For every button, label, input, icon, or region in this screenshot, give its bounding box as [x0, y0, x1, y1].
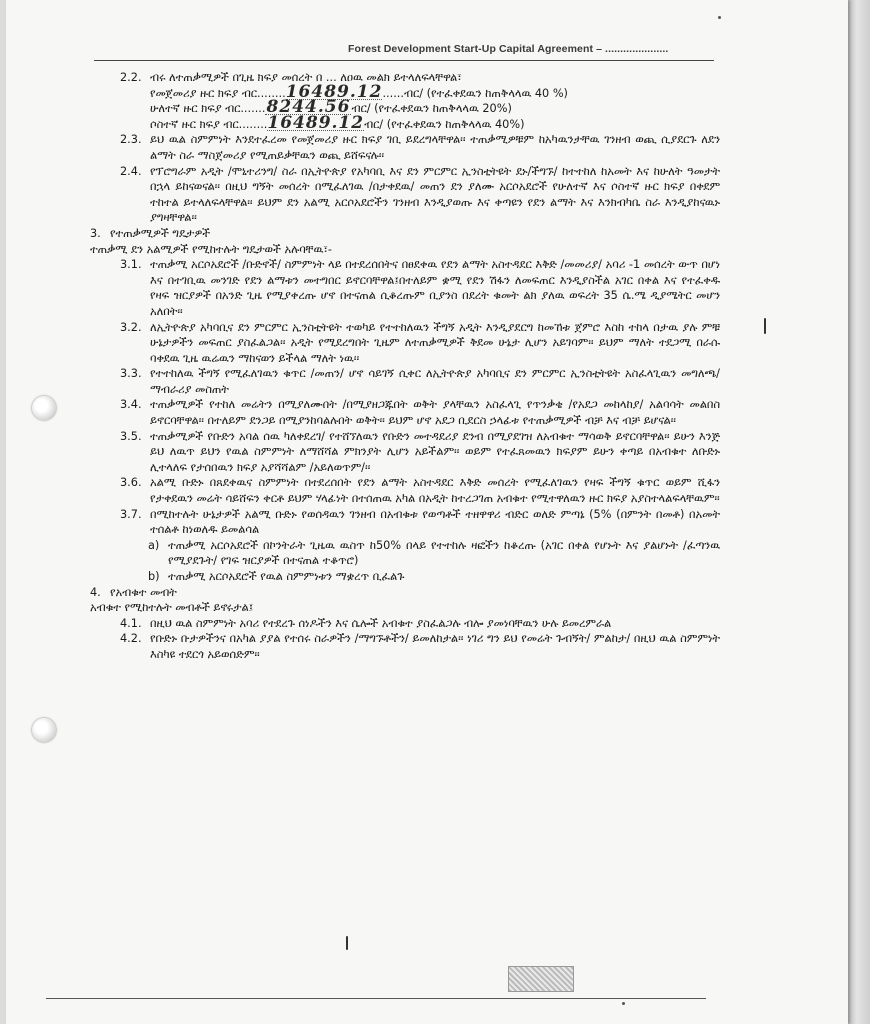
handwritten-amount: 16489.12 — [267, 112, 365, 133]
clause-number: 3.6. — [120, 476, 142, 490]
clause-2-3 — [90, 132, 720, 163]
speck — [622, 1002, 625, 1005]
installment-label: ሁለተኛ ዙር ክፍያ ብር....... — [150, 102, 266, 116]
clause-text: ይህ ዉል ስምምነት እንደተፈረመ የመጀመሪያ ዙር ክፍያ ገቢ ይደረግላቸዋል፡፡ ተጠቃሚዎቹም ከአካዉንታቸዉ ገንዘብ ወጪ ሲያደርጉ ለደን ልማት ስራ ማስጀመሪያ የሚጠይቃቸዉን ወጪ ይሸፍናሉ፡፡ — [150, 133, 720, 162]
clause-text: ተጠቃሚዎች የተከለ መሬትን በሚያለሙበት /በሚያዘጋጁበት ወቅት ያላቸዉን አስፈላጊ የጥንቃቄ /የአደጋ መከላከያ/ አልባሳት መልበስ ይኖርባቸዋል፡፡ በተለይም ደንጋይ በሚያንከባልሉበት ወቅት፡፡ ይህም ሆኖ አደጋ ቢደርስ ኃላፊቱ የተጠቃሚዎች ብቻ እና ብቻ ይሆናል፡፡ — [150, 398, 720, 428]
clause-number: 4.2. — [120, 632, 142, 646]
clause-number: 3.5. — [120, 429, 142, 443]
header-rule — [94, 60, 714, 61]
clause-number: 3.4. — [120, 398, 142, 412]
clause-text: በሚከተሉት ሁኔታዎች አልሚ ቡድኑ የወሰዳዉን ገንዘብ በአብቁቱ የወጣቶች ተዘዋዋሪ ብድር ወለድ ምጣኔ (5% (በምንት በመቶ) በአመት ተሰልቶ ከነወለዱ ይመልሳል — [150, 507, 720, 537]
clause-text: የቡድኑ ቡታዎችንና በአካል ያያል የተሰሩ ስራዎችን /ማግኙቶችን/ ይመለከታል፡፡ ነገሪ ግን ይህ የመሬት ጉብኝት/ ምልከታ/ በዚህ ዉል ስምምነት እስካዩ ተደርጎ አይወሰድም፡፡ — [150, 632, 720, 661]
clause-2-4 — [90, 164, 720, 226]
clause-number: 4.1. — [120, 616, 142, 630]
clause-text: አልሚ ቡድኑ በጸደቀዉና ስምምነት በተደረሰበት የደን ልማት አስተዳደር እቅድ መሰረት የሚፈለገዉን የዛፍ ችግኝ ቁጥር ወይም ሺፋን የታቀደዉን መሬት ሳይሸፍን ቀርቶ ይህም ሃላፊነት በተሰጠዉ አካል በአዲት ከተረጋገጠ አብቁተ የሚተዋለዉን ዙር ክፍያ አያስተላልፍላቸዉም፡፡ — [150, 476, 720, 506]
document-body — [90, 70, 720, 663]
clause-3-7 — [90, 507, 720, 538]
clause-2-2 — [90, 70, 720, 86]
section-4-intro: አብቁተ የሚከተሉት መብቶች ይኖሩታል፤ — [90, 601, 254, 615]
installment-third — [90, 112, 720, 133]
subclause-a — [90, 538, 720, 569]
clause-text: የፕሮግራም አዲት /ሞኒተሪንግ/ ስራ በኢትዮጵያ የአካባቢ እና ደን ምርምር ኢንስቲትዩት ደኑ/ችግኙ/ ከተተከለ ከአመት እና ከሁለት ዓመታት በኋላ ይከናወናል፡፡ በዚህ ግኝት መሰረት በሚፈለገዉ /በታቀደዉ/ መጠን ደን ያለሙ አርሶአደሮች የሁለተኛ እና ሶስተኛ ዙር ክፍያ በቀደም ተከተል ይተላለፍላቸዋል፡፡ ይህም ደን አልሚ አርሶአደሮችን ገንዘብ እንዲያወጡ እና ቀጣዩን የደን ልማት እና እንክብካቤ ስራ እንዲያከናዉኑ ያግዛቸዋል፡፡ — [150, 164, 720, 225]
handwritten-amount: 16489.12 — [285, 81, 383, 102]
center-pen-mark — [346, 936, 348, 950]
installment-suffix: ብር/ (የተፈቀደዉን ከጠቅላላዉ 20%) — [351, 102, 512, 116]
section-3-intro: ተጠቃሚ ደን አልሚዎች የሚከተሉት ግዴታወች አሉባቸዉ፣- — [90, 242, 332, 256]
clause-3-4 — [90, 397, 720, 428]
installment-label: ሶስተኛ ዙር ክፍያ ብር........ — [150, 117, 268, 131]
installment-second — [90, 97, 720, 118]
section-4-heading — [90, 585, 720, 601]
subclause-letter: a) — [148, 538, 160, 552]
clause-number: 3.3. — [120, 367, 142, 381]
clause-text: የተተከለዉ ችግኝ የሚፈለገዉን ቁጥር /መጠን/ ሆኖ ሳይገኝ ሲቀር ለኢትዮጵያ አካባቢና ደን ምርምር ኢንስቲትዩት አስፈላጊዉን መግለጫ/ማብራሪያ መስጠት — [150, 367, 720, 396]
clause-3-2 — [90, 320, 720, 367]
clause-4-2 — [90, 631, 720, 662]
installment-suffix: ብር/ (የተፈቀደዉን ከጠቅላላዉ 40%) — [364, 117, 525, 131]
subclause-b — [90, 569, 720, 585]
stamp-mark — [508, 966, 574, 992]
punch-hole-upper — [32, 396, 56, 420]
section-3-heading — [90, 226, 720, 242]
clause-3-6 — [90, 475, 720, 506]
installment-first — [90, 81, 720, 102]
clause-number: 2.3. — [120, 133, 142, 147]
page-header: Forest Development Start-Up Capital Agreement – ..................... — [348, 43, 669, 55]
clause-number: 3.7. — [120, 507, 142, 521]
subclause-letter: b) — [148, 570, 160, 583]
section-title: የተጠቃሚዎች ግዴታዎች — [110, 226, 211, 240]
clause-number: 3.1. — [120, 258, 142, 272]
clause-text: በዚህ ዉል ስምምነት አባሪ የተደረጉ ሰነዶችን እና ሴሎች አብቁተ ያስፈልጋሉ ብሎ ያመነባቸዉን ሁሉ ይመረምራል — [150, 616, 612, 630]
margin-pen-mark — [764, 318, 766, 334]
clause-4-1 — [90, 616, 720, 632]
clause-3-5 — [90, 429, 720, 476]
clause-3-1 — [90, 257, 720, 319]
clause-number: 2.2. — [120, 71, 142, 84]
section-number: 4. — [90, 585, 101, 599]
installment-suffix: ......ብር/ (የተፈቀደዉን ከጠቅላላዉ 40 %) — [382, 86, 568, 100]
section-number: 3. — [90, 226, 101, 240]
clause-3-3 — [90, 366, 720, 397]
footer-rule — [46, 998, 706, 999]
clause-text: ለኢትዮጵያ አካባቢና ደን ምርምር ኢንስቲትዩት ተወካይ የተተከለዉን ችግኝ አዲት እንዲያደርግ ከመኸቱ ጀምሮ እስከ ተከላ በታዉ ያሉ ምቹ ሁኔታዎችን መፍጠር ያስፈልጋል፡፡ አዲት የሚደረግበት ጊዜም ለተጠቃሚዎች ቅደመ ሁኔታ ሊሆን አይገባም፡፡ ይህም ማለት ተደጋሚ በራሱ ባቀደዉ ጊዜ ዉሬዉን ማከናወን ይችላል ማለት ነዉ፡፡ — [150, 320, 720, 365]
section-title: የአብቁተ መብት — [110, 585, 177, 599]
installment-label: የመጀመሪያ ዙር ክፍያ ብር........ — [150, 86, 286, 100]
subclause-text: ተጠቃሚ አርሶአደሮች የዉል ስምምነቱን ማቋረጥ ቢፈልጉ — [168, 570, 405, 583]
clause-number: 3.2. — [120, 320, 142, 334]
handwritten-amount: 8244.56 — [266, 97, 351, 118]
clause-text: ተጠቃሚ አርሶአደሮች /ቡድኖች/ ስምምነት ላይ በተደረሰበትና በፀደቀዉ የደን ልማት አስተዳደር እቅድ /መመሪያ/ አባሪ -1 መሰረት ውጥ በሆነ እና በተገቢዉ መንገድ የደን ልማቱን መተግበር ይኖርባቸዋል፤በተለይም ቋሚ የደን ሽፋን ለመፍጠር እንዲያስችል አገር በቀል እና የተፈቀዱ የዛፍ ዝርያዎች በአንድ ጊዜ የሚያቀረጡ ሆኖ በተናጠል ሲቆረጡም ቢያንስ በደረት ቁመት ልክ ያለዉ ወፍረት 35 ሴ.ሜ ዲያሜትር መሆን አለበት፡፡ — [150, 258, 720, 318]
page-edge — [848, 0, 870, 1024]
clause-text: ተጠቃሚዎች የቡድን አባል ሰዉ ካለቀደረገ/ የተሸኘለዉን የቡድን መተዳደሪያ ደንብ በሚያደገዝ ለአብቁተ ማሳወቅ ይኖርባቸዋል፡፡ ይሁን እንጅ ይህ ለዉጥ ይህን የዉል ስምምነት ለማሸሻል ምክንያት ሊሆን አይችልም፡፡ ወይም የተፈጸመዉን ክፍያም ይሁን ቀጣይ በአብቁተ ለቡድኑ ሊተላለፍ የታሰበዉን ክፍያ አያሻሻልም /አይለወጥም/፡፡ — [150, 429, 720, 474]
punch-hole-lower — [32, 718, 56, 742]
speck — [718, 16, 721, 19]
capital-intro: ብሩ ለተጠቃሚዎች በጊዜ ክፍያ መሰረት በ ... ለዐዉ መልክ ይተላለፍላቸዋል፣ — [150, 71, 462, 84]
document-page — [6, 0, 848, 1024]
subclause-text: ተጠቃሚ አርሶአደሮች በኮንትራት ጊዜዉ ዉስጥ ከ50% በላይ የተተከሉ ዛፎችን ከቆረጡ (አገር በቀል የሆኑት እና ያልሆኑት /ፈጣንዉ የሚያደጉት/ የገፍ ዝርያዎች በተናጠል ተቆጥሮ) — [168, 538, 720, 568]
clause-number: 2.4. — [120, 164, 142, 178]
